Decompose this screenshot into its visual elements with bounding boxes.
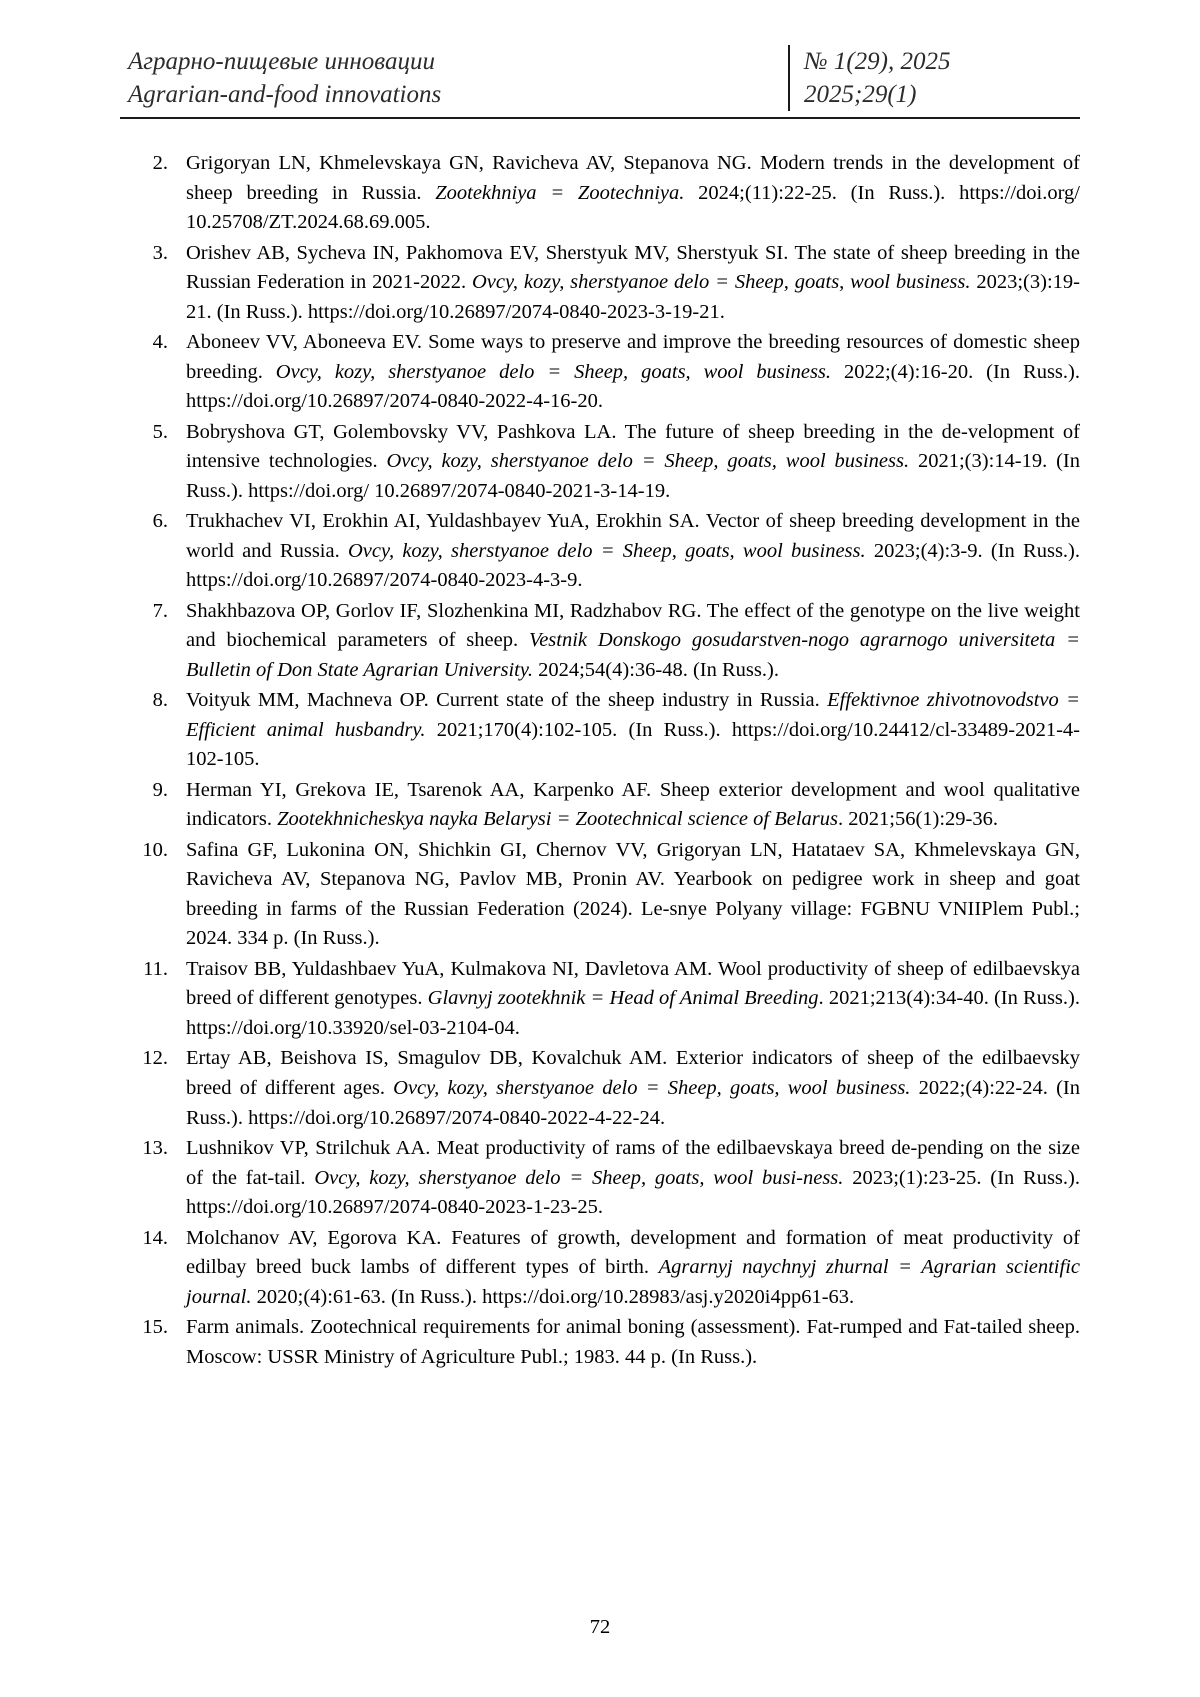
reference-item — [120, 1224, 1080, 1313]
reference-text: Grigoryan LN, Khmelevskaya GN, Ravicheva AV, Stepanova NG. Modern trends in the development of sheep breeding in Russia. Zootekhniya = Zootechniya. 2024;(11):22-25. (In Russ.). https://doi.org/ 10.25708/ZT.2024.68.69.005. — [186, 152, 1081, 234]
page-header — [120, 45, 1080, 119]
issue-ru: № 1(29), 2025 — [804, 48, 951, 75]
reference-text: Trukhachev VI, Erokhin AI, Yuldashbayev YuA, Erokhin SA. Vector of sheep breeding development in the world and Russia. Ovcy, kozy, sherstyanoe delo = Sheep, goats, wool business. 2023;(4):3-9. (In Russ.). https://doi.org/10.26897/2074-0840-2023-4-3-9. — [186, 510, 1080, 592]
reference-text: Herman YI, Grekova IE, Tsarenok AA, Karpenko AF. Sheep exterior development and wool qualitative indicators. Zootekhnicheskya nayka Belarysi = Zootechnical science of Belarus. 2021;56(1):29-36. — [186, 778, 1080, 831]
reference-number: 8. — [152, 689, 168, 712]
reference-number: 5. — [152, 420, 168, 443]
reference-text: Ertay AB, Beishova IS, Smagulov DB, Kovalchuk AM. Exterior indicators of sheep of the edilbaevsky breed of different ages. Ovcy, kozy, sherstyanoe delo = Sheep, goats, wool business. 2022;(4):22-24. (In Russ.). https://doi.org/10.26897/2074-0840-2022-4-22-24. — [186, 1047, 1080, 1129]
reference-item — [120, 686, 1080, 775]
issue-en: 2025;29(1) — [804, 81, 917, 108]
reference-item — [120, 1134, 1080, 1223]
journal-title-block — [120, 45, 788, 111]
journal-title-ru: Аграрно-пищевые инновации — [128, 48, 435, 75]
reference-number: 14. — [142, 1226, 168, 1249]
reference-item — [120, 1313, 1080, 1372]
reference-number: 6. — [152, 510, 168, 533]
reference-number: 4. — [152, 331, 168, 354]
reference-text: Traisov BB, Yuldashbaev YuA, Kulmakova NI, Davletova AM. Wool productivity of sheep of edilbaevskya breed of different genotypes. Glavnyj zootekhnik = Head of Animal Breeding. 2021;213(4):34-40. (In Russ.). https://doi.org/10.33920/sel-03-2104-04. — [186, 957, 1080, 1039]
reference-text: Molchanov AV, Egorova KA. Features of growth, development and formation of meat productivity of edilbay breed buck lambs of different types of birth. Agrarnyj naychnyj zhurnal = Agrarian scientific journal. 2020;(4):61-63. (In Russ.). https://doi.org/10.28983/asj.y2020i4pp61-63. — [186, 1226, 1080, 1308]
reference-number: 12. — [142, 1047, 168, 1070]
journal-title-en: Agrarian-and-food innovations — [128, 81, 442, 108]
reference-item — [120, 418, 1080, 507]
reference-text: Farm animals. Zootechnical requirements for animal boning (assessment). Fat-rumped and Fat-tailed sheep. Moscow: USSR Ministry of Agriculture Publ.; 1983. 44 p. (In Russ.). — [186, 1316, 1080, 1368]
reference-item — [120, 239, 1080, 328]
reference-number: 3. — [152, 241, 168, 264]
reference-item — [120, 955, 1080, 1044]
reference-number: 2. — [152, 152, 168, 174]
reference-number: 7. — [152, 599, 168, 622]
reference-text: Bobryshova GT, Golembovsky VV, Pashkova LA. The future of sheep breeding in the de-velopment of intensive technologies. Ovcy, kozy, sherstyanoe delo = Sheep, goats, wool business. 2021;(3):14-19. (In Russ.). https://doi.org/ 10.26897/2074-0840-2021-3-14-19. — [186, 420, 1080, 502]
reference-item — [120, 328, 1080, 417]
reference-number: 15. — [142, 1316, 168, 1339]
reference-item — [120, 507, 1080, 596]
reference-item — [120, 836, 1080, 954]
reference-text: Voityuk MM, Machneva OP. Current state of the sheep industry in Russia. Effektivnoe zhivotnovodstvo = Efficient animal husbandry. 2021;170(4):102-105. (In Russ.). https://doi.org/10.24412/cl-33489-2021-4-102-105. — [186, 689, 1080, 771]
reference-item — [120, 597, 1080, 686]
reference-text: Shakhbazova OP, Gorlov IF, Slozhenkina MI, Radzhabov RG. The effect of the genotype on the live weight and biochemical parameters of sheep. Vestnik Donskogo gosudarstven-nogo agrarnogo universiteta = Bulletin of Don State Agrarian University. 2024;54(4):36-48. (In Russ.). — [186, 599, 1080, 681]
reference-text: Aboneev VV, Aboneeva EV. Some ways to preserve and improve the breeding resources of domestic sheep breeding. Ovcy, kozy, sherstyanoe delo = Sheep, goats, wool business. 2022;(4):16-20. (In Russ.). https://doi.org/10.26897/2074-0840-2022-4-16-20. — [186, 331, 1080, 413]
reference-text: Safina GF, Lukonina ON, Shichkin GI, Chernov VV, Grigoryan LN, Hatataev SA, Khmelevskaya GN, Ravicheva AV, Stepanova NG, Pavlov MB, Pronin AV. Yearbook on pedigree work in sheep and goat breeding in farms of the Russian Federation (2024). Le-snye Polyany village: FGBNU VNIIPlem Publ.; 2024. 334 p. (In Russ.). — [186, 838, 1080, 950]
reference-number: 13. — [142, 1137, 168, 1160]
reference-number: 10. — [142, 838, 168, 861]
reference-number: 9. — [152, 778, 168, 801]
issue-block — [788, 45, 1080, 111]
reference-item — [120, 149, 1080, 238]
reference-text: Orishev AB, Sycheva IN, Pakhomova EV, Sherstyuk MV, Sherstyuk SI. The state of sheep breeding in the Russian Federation in 2021-2022. Ovcy, kozy, sherstyanoe delo = Sheep, goats, wool business. 2023;(3):19-21. (In Russ.). https://doi.org/10.26897/2074-0840-2023-3-19-21. — [186, 241, 1080, 323]
reference-item — [120, 776, 1080, 835]
reference-item — [120, 1044, 1080, 1133]
reference-text: Lushnikov VP, Strilchuk AA. Meat productivity of rams of the edilbaevskaya breed de-pending on the size of the fat-tail. Ovcy, kozy, sherstyanoe delo = Sheep, goats, wool busi-ness. 2023;(1):23-25. (In Russ.). https://doi.org/10.26897/2074-0840-2023-1-23-25. — [186, 1137, 1080, 1219]
page-number: 72 — [589, 1616, 611, 1638]
reference-number: 11. — [143, 957, 168, 980]
reference-list — [120, 149, 1080, 1372]
